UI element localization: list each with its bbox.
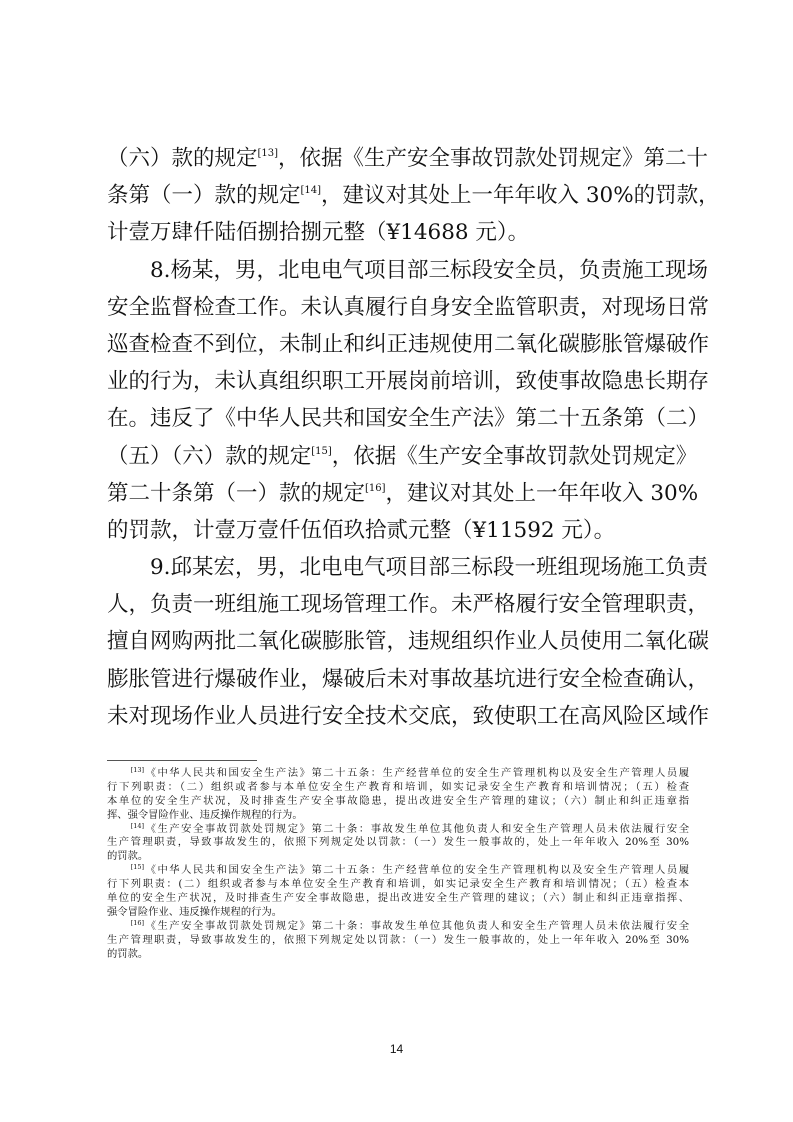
- footnote-line: [15]《中华人民共和国安全生产法》第二十五条：生产经营单位的安全生产管理机构以及安全生产管理人员履: [130, 863, 690, 877]
- body-line: 的罚款，计壹万壹仟伍佰玖拾贰元整（¥11592 元）。: [107, 517, 616, 543]
- body-line: 巡查检查不到位，未制止和纠正违规使用二氧化碳膨胀管爆破作: [107, 331, 710, 357]
- body-line: 8.杨某，男，北电电气项目部三标段安全员，负责施工现场: [107, 257, 709, 283]
- footnote-line: 生产管理职责，导致事故发生的，依照下列规定处以罚款：（一）发生一般事故的，处上一年年收入 20%至 30%: [107, 836, 689, 849]
- footnote-line: 强令冒险作业、违反操作规程的行为。: [107, 905, 283, 918]
- footnote-line: 挥、强令冒险作业、违反操作规程的行为。: [107, 808, 303, 821]
- body-line: 擅自网购两批二氧化碳膨胀管，违规组织作业人员使用二氧化碳: [107, 629, 710, 655]
- footnote-line: 行下列职责：(二）组织或者参与本单位安全生产教育和培训，如实记录安全生产教育和培训情况；（五）检查本: [107, 878, 689, 891]
- body-line: 人，负责一班组施工现场管理工作。未严格履行安全管理职责，: [107, 592, 710, 618]
- body-line: 安全监督检查工作。未认真履行自身安全监管职责，对现场日常: [107, 294, 710, 320]
- footnote-line: 单位的安全生产状况，及时排查生产安全事故隐患，提出改进安全生产管理的建议；（六）制止和纠正违章指挥、: [107, 892, 689, 905]
- body-line: （五）（六）款的规定[15]，依据《生产安全事故罚款处罚规定》: [107, 443, 698, 469]
- body-line: （六）款的规定[13]，依据《生产安全事故罚款处罚规定》第二十: [107, 146, 709, 171]
- body-line: 在。违反了《中华人民共和国安全生产法》第二十五条第（二）: [107, 406, 710, 432]
- footnote-line: [13]《中华人民共和国安全生产法》第二十五条：生产经营单位的安全生产管理机构以及安全生产管理人员履: [130, 766, 690, 779]
- footnote-line: 生产管理职责，导致事故发生的，依照下列规定处以罚款：（一）发生一般事故的，处上一年年收入 20%至 30%: [107, 933, 689, 946]
- footnote-line: 的罚款。: [107, 947, 149, 960]
- body-line: 膨胀管进行爆破作业，爆破后未对事故基坑进行安全检查确认，: [107, 666, 710, 692]
- footnote-line: [14]《生产安全事故罚款处罚规定》第二十条：事故发生单位其他负责人和安全生产管理人员未依法履行安全: [130, 821, 690, 835]
- footnote-line: 行下列职责：（二）组织或者参与本单位安全生产教育和培训，如实记录安全生产教育和培训情况；（五）检查: [107, 780, 689, 793]
- footnote-divider: [107, 760, 257, 761]
- body-line: 未对现场作业人员进行安全技术交底，致使职工在高风险区域作: [107, 703, 710, 729]
- footnote-line: [16]《生产安全事故罚款处罚规定》第二十条：事故发生单位其他负责人和安全生产管理人员未依法履行安全: [130, 918, 690, 932]
- footnote-line: 的罚款。: [107, 850, 149, 863]
- body-line: 第二十条第（一）款的规定[16]，建议对其处上一年年收入 30%: [107, 480, 699, 506]
- page-number: 14: [389, 1042, 404, 1056]
- footnotes: [107, 767, 689, 961]
- body-line: 业的行为，未认真组织职工开展岗前培训，致使事故隐患长期存: [107, 369, 710, 395]
- body-line: 计壹万肆仟陆佰捌拾捌元整（¥14688 元）。: [107, 220, 530, 246]
- body-line: 9.邱某宏，男，北电电气项目部三标段一班组现场施工负责: [107, 555, 709, 581]
- body-line: 条第（一）款的规定[14]，建议对其处上一年年收入 30%的罚款，: [107, 183, 720, 209]
- body-text: [107, 140, 720, 735]
- footnote-line: 本单位的安全生产状况，及时排查生产安全事故隐患，提出改进安全生产管理的建议；（六）制止和纠正违章指: [107, 794, 689, 807]
